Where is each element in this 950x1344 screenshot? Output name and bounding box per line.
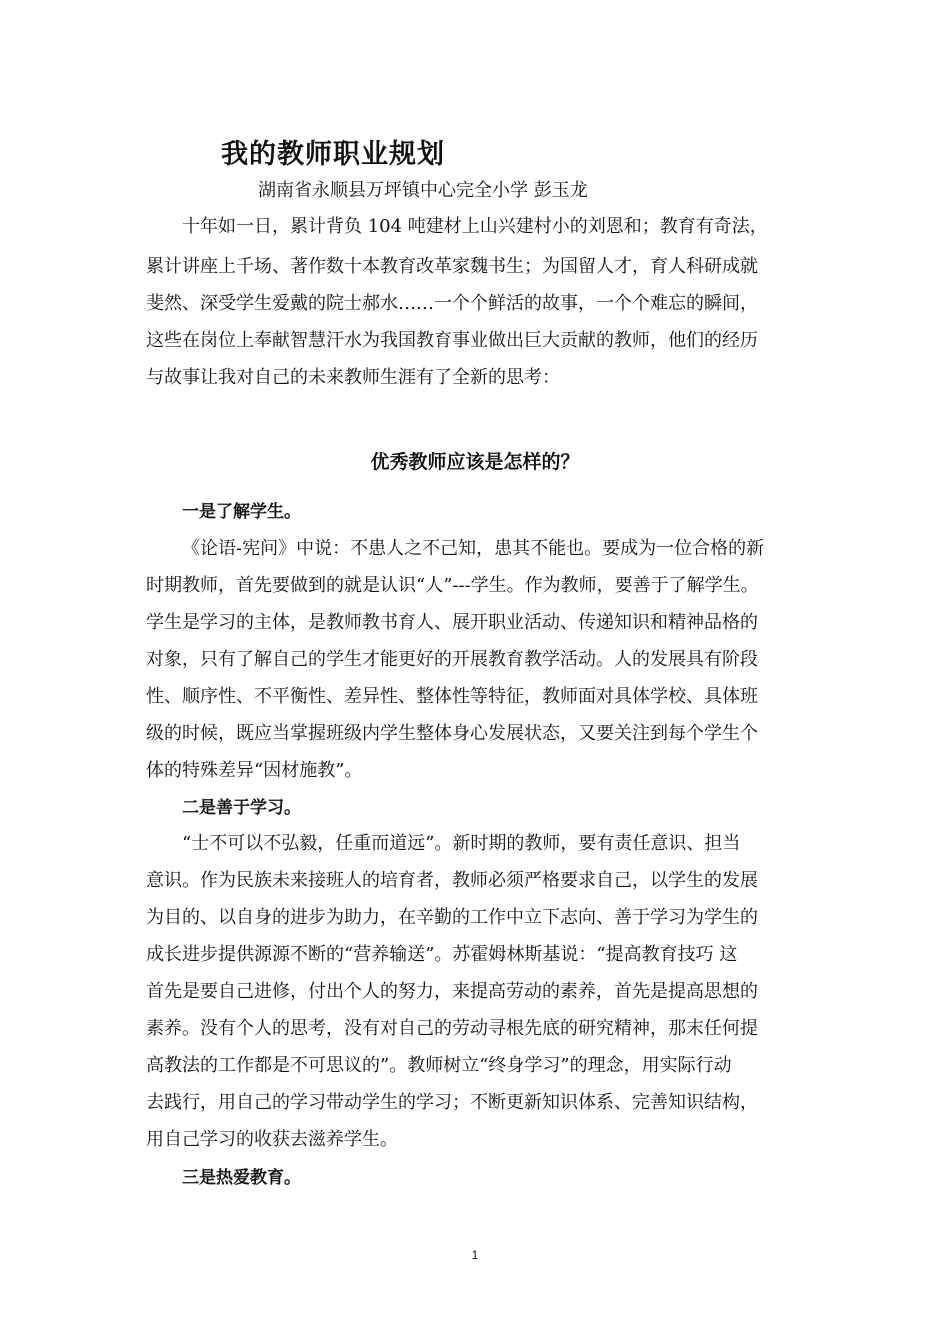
body-line: 性、顺序性、不平衡性、差异性、整体性等特征，教师面对具体学校、具体班 bbox=[146, 686, 758, 707]
section-title: 优秀教师应该是怎样的？ bbox=[370, 451, 580, 473]
document-title: 我的教师职业规划 bbox=[221, 139, 445, 170]
body-line: 用自己学习的收获去滋养学生。 bbox=[146, 1129, 398, 1150]
body-line: 对象，只有了解自己的学生才能更好的开展教育教学活动。人的发展具有阶段 bbox=[146, 649, 758, 670]
body-line: 为目的、以自身的进步为助力，在辛勤的工作中立下志向、善于学习为学生的 bbox=[146, 907, 758, 928]
intro-line: 与故事让我对自己的未来教师生涯有了全新的思考： bbox=[146, 367, 560, 388]
intro-line: 累计讲座上千场、著作数十本教育改革家魏书生；为国留人才，育人科研成就 bbox=[146, 256, 758, 277]
body-line: 高教法的工作都是不可思议的”。教师树立“终身学习”的理念，用实际行动 bbox=[146, 1055, 732, 1076]
body-line: 级的时候，既应当掌握班级内学生整体身心发展状态，又要关注到每个学生个 bbox=[146, 723, 758, 744]
subsection-heading: 三是热爱教育。 bbox=[182, 1168, 301, 1188]
author-line: 湖南省永顺县万坪镇中心完全小学 彭玉龙 bbox=[258, 180, 588, 201]
body-line: 体的特殊差异“因材施教”。 bbox=[146, 760, 363, 781]
body-line: 时期教师，首先要做到的就是认识“人”---学生。作为教师，要善于了解学生。 bbox=[146, 575, 759, 596]
body-line: 首先是要自己进修，付出个人的努力，来提高劳动的素养，首先是提高思想的 bbox=[146, 981, 758, 1002]
body-line: 成长进步提供源源不断的“营养输送”。苏霍姆林斯基说：“提高教育技巧 这 bbox=[146, 944, 738, 965]
page-number: 1 bbox=[471, 1248, 479, 1262]
intro-line: 斐然、深受学生爱戴的院士郝水……一个个鲜活的故事，一个个难忘的瞬间， bbox=[146, 293, 758, 314]
intro-line: 十年如一日，累计背负 104 吨建材上山兴建村小的刘恩和；教育有奇法， bbox=[182, 216, 768, 237]
subsection-heading: 二是善于学习。 bbox=[182, 798, 301, 818]
body-line: 意识。作为民族未来接班人的培育者，教师必须严格要求自己，以学生的发展 bbox=[146, 870, 758, 891]
body-line: “士不可以不弘毅，任重而道远”。新时期的教师，要有责任意识、担当 bbox=[182, 833, 741, 854]
intro-line: 这些在岗位上奉献智慧汗水为我国教育事业做出巨大贡献的教师，他们的经历 bbox=[146, 330, 758, 351]
body-line: 学生是学习的主体，是教师教书育人、展开职业活动、传递知识和精神品格的 bbox=[146, 612, 758, 633]
body-line: 《论语-宪问》中说：不患人之不己知，患其不能也。要成为一位合格的新 bbox=[182, 538, 765, 559]
body-line: 去践行，用自己的学习带动学生的学习；不断更新知识体系、完善知识结构， bbox=[146, 1092, 758, 1113]
body-line: 素养。没有个人的思考，没有对自己的劳动寻根先底的研究精神，那末任何提 bbox=[146, 1018, 758, 1039]
subsection-heading: 一是了解学生。 bbox=[182, 502, 301, 522]
